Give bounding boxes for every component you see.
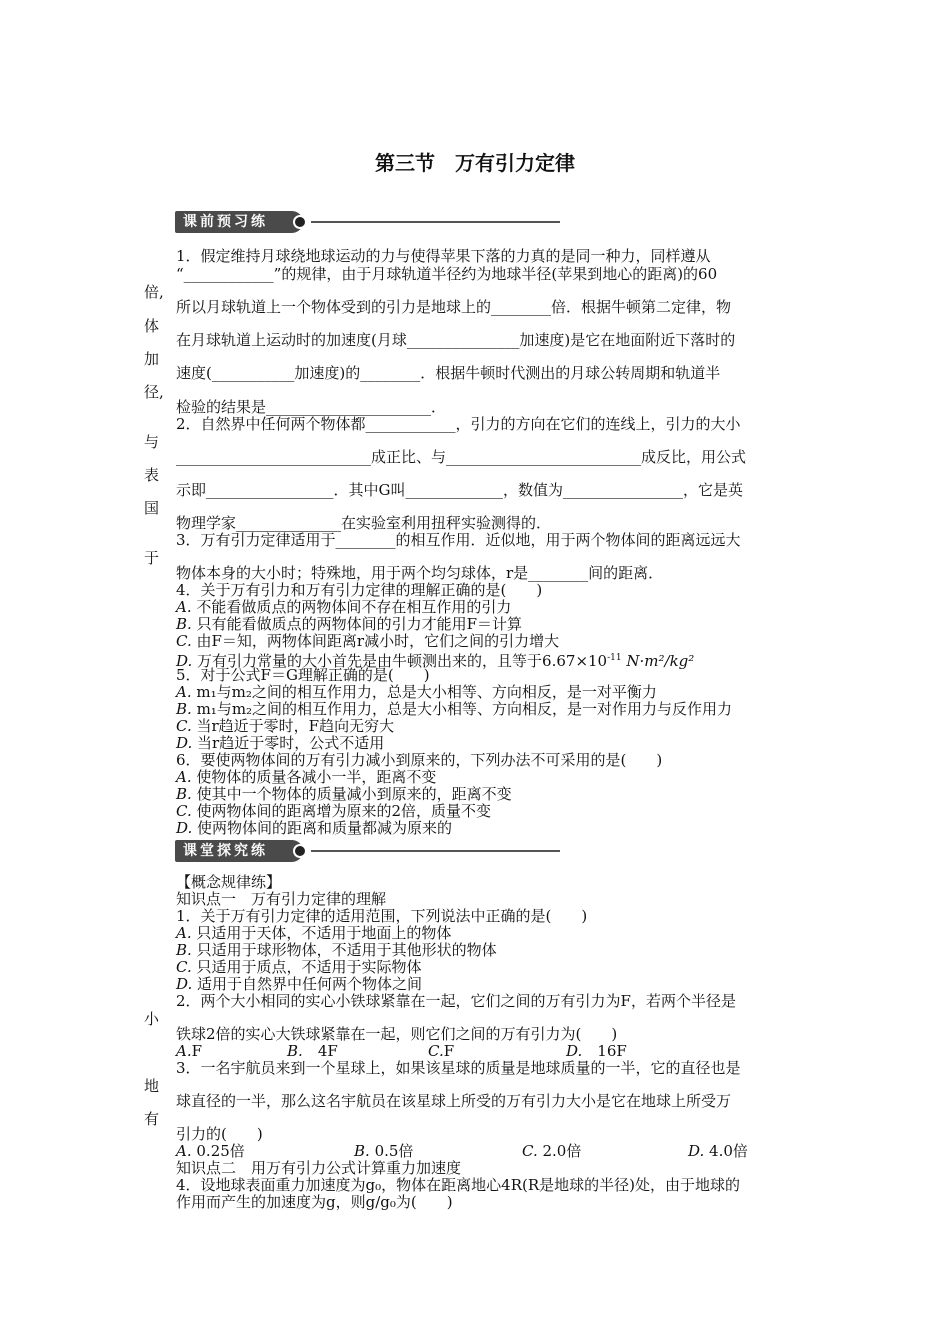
question-text: 5．对于公式F＝G理解正确的是( ) (176, 666, 430, 684)
option-a: A. m₁与m₂之间的相互作用力，总是大小相等、方向相反，是一对平衡力 (176, 683, 657, 701)
bullet-icon (293, 844, 307, 858)
margin-char: 与 (144, 433, 160, 451)
question-text: 示即_________________．其中G叫_____________，数值为________________，它是英 (176, 481, 743, 499)
question-text: “____________”的规律，由于月球轨道半径约为地球半径(苹果到地心的距离)的60 (176, 265, 718, 283)
question-text: 2．两个大小相同的实心小铁球紧靠在一起，它们之间的万有引力为F，若两个半径是 (176, 992, 736, 1010)
option-d: D. 16F (566, 1042, 627, 1060)
knowledge-point: 知识点一 万有引力定律的理解 (176, 890, 387, 908)
section-header-class (175, 840, 560, 862)
option-c: C. 使两物体间的距离增为原来的2倍，质量不变 (176, 802, 492, 820)
option-c: C. 只适用于质点，不适用于实际物体 (176, 958, 422, 976)
question-text: 铁球2倍的实心大铁球紧靠在一起，则它们之间的万有引力为( ) (176, 1025, 618, 1043)
section-header-preview (175, 211, 560, 233)
question-text: 2．自然界中任何两个物体都____________，引力的方向在它们的连线上，引力的大小 (176, 415, 741, 433)
margin-char: 表 (144, 466, 160, 484)
option-a: A. 使物体的质量各减小一半，距离不变 (176, 768, 437, 786)
knowledge-point: 知识点二 用万有引力公式计算重力加速度 (176, 1159, 462, 1177)
divider (311, 850, 560, 852)
option-b: B. m₁与m₂之间的相互作用力，总是大小相等、方向相反，是一对作用力与反作用力 (176, 700, 733, 718)
question-text: 6．要使两物体间的万有引力减小到原来的，下列办法不可采用的是( ) (176, 751, 663, 769)
question-text: 物理学家______________在实验室利用扭秤实验测得的． (176, 514, 552, 532)
question-text: 物体本身的大小时；特殊地，用于两个均匀球体，r是________间的距离． (176, 564, 664, 582)
question-text: 引力的( ) (176, 1125, 263, 1143)
margin-char: 小 (144, 1010, 160, 1028)
option-a: A. 不能看做质点的两物体间不存在相互作用的引力 (176, 598, 512, 616)
margin-char: 倍, (144, 283, 164, 301)
question-text: 所以月球轨道上一个物体受到的引力是地球上的________倍．根据牛顿第二定律，物 (176, 298, 732, 316)
section-label: 课前预习练 (175, 211, 303, 233)
section-label: 课堂探究练 (175, 840, 303, 862)
subsection-heading: 【概念规律练】 (176, 873, 282, 891)
question-text: 3．万有引力定律适用于________的相互作用．近似地，用于两个物体间的距离远远大 (176, 531, 741, 549)
option-b: B. 使其中一个物体的质量减小到原来的，距离不变 (176, 785, 512, 803)
question-text: 球直径的一半，那么这名宇航员在该星球上所受的万有引力大小是它在地球上所受万 (176, 1092, 732, 1110)
option-b: B. 4F (287, 1042, 338, 1060)
option-b: B. 只适用于球形物体，不适用于其他形状的物体 (176, 941, 497, 959)
question-text: 3．一名宇航员来到一个星球上，如果该星球的质量是地球质量的一半，它的直径也是 (176, 1059, 741, 1077)
option-d: D. 使两物体间的距离和质量都减为原来的 (176, 819, 453, 837)
margin-char: 径, (144, 383, 164, 401)
option-d: D. 适用于自然界中任何两个物体之间 (176, 975, 423, 993)
option-d: D. 当r趋近于零时，公式不适用 (176, 734, 385, 752)
option-a: A. 只适用于天体，不适用于地面上的物体 (176, 924, 452, 942)
margin-char: 地 (144, 1077, 160, 1095)
option-a: A. 0.25倍 (176, 1142, 245, 1160)
question-text: 作用而产生的加速度为g，则g/g₀为( ) (176, 1193, 453, 1211)
question-text: 4．关于万有引力和万有引力定律的理解正确的是( ) (176, 581, 543, 599)
option-d: D. 万有引力常量的大小首先是由牛顿测出来的，且等于$6.67\times 10^{-11}$ N·m²/kg² (176, 652, 695, 670)
question-text: 4．设地球表面重力加速度为g₀，物体在距离地心4R(R是地球的半径)处，由于地球的 (176, 1176, 740, 1194)
question-text: 检验的结果是______________________． (176, 398, 447, 416)
question-text: 1．关于万有引力定律的适用范围，下列说法中正确的是( ) (176, 907, 588, 925)
page-title: 第三节 万有引力定律 (375, 151, 575, 175)
bullet-icon (293, 215, 307, 229)
margin-char: 有 (144, 1110, 160, 1128)
margin-char: 加 (144, 350, 160, 368)
question-text: 速度(___________加速度)的________．根据牛顿时代测出的月球公转周期和轨道半 (176, 364, 721, 382)
divider (311, 221, 560, 223)
margin-char: 国 (144, 499, 160, 517)
margin-char: 于 (144, 549, 160, 567)
option-c: C.F (428, 1042, 455, 1060)
option-d: D. 4.0倍 (688, 1142, 748, 1160)
question-text: 1．假定维持月球绕地球运动的力与使得苹果下落的力真的是同一种力，同样遵从 (176, 247, 711, 265)
option-b: B. 0.5倍 (354, 1142, 414, 1160)
option-c: C. 由F＝知，两物体间距离r减小时，它们之间的引力增大 (176, 632, 560, 650)
option-c: C. 2.0倍 (522, 1142, 582, 1160)
option-b: B. 只有能看做质点的两物体间的引力才能用F＝计算 (176, 615, 522, 633)
question-text: 在月球轨道上运动时的加速度(月球_______________加速度)是它在地面附近下落时的 (176, 331, 736, 349)
margin-char: 体 (144, 317, 160, 335)
question-text: __________________________成正比、与__________________________成反比，用公式 (176, 448, 747, 466)
option-a: A.F (176, 1042, 203, 1060)
option-c: C. 当r趋近于零时，F趋向无穷大 (176, 717, 395, 735)
